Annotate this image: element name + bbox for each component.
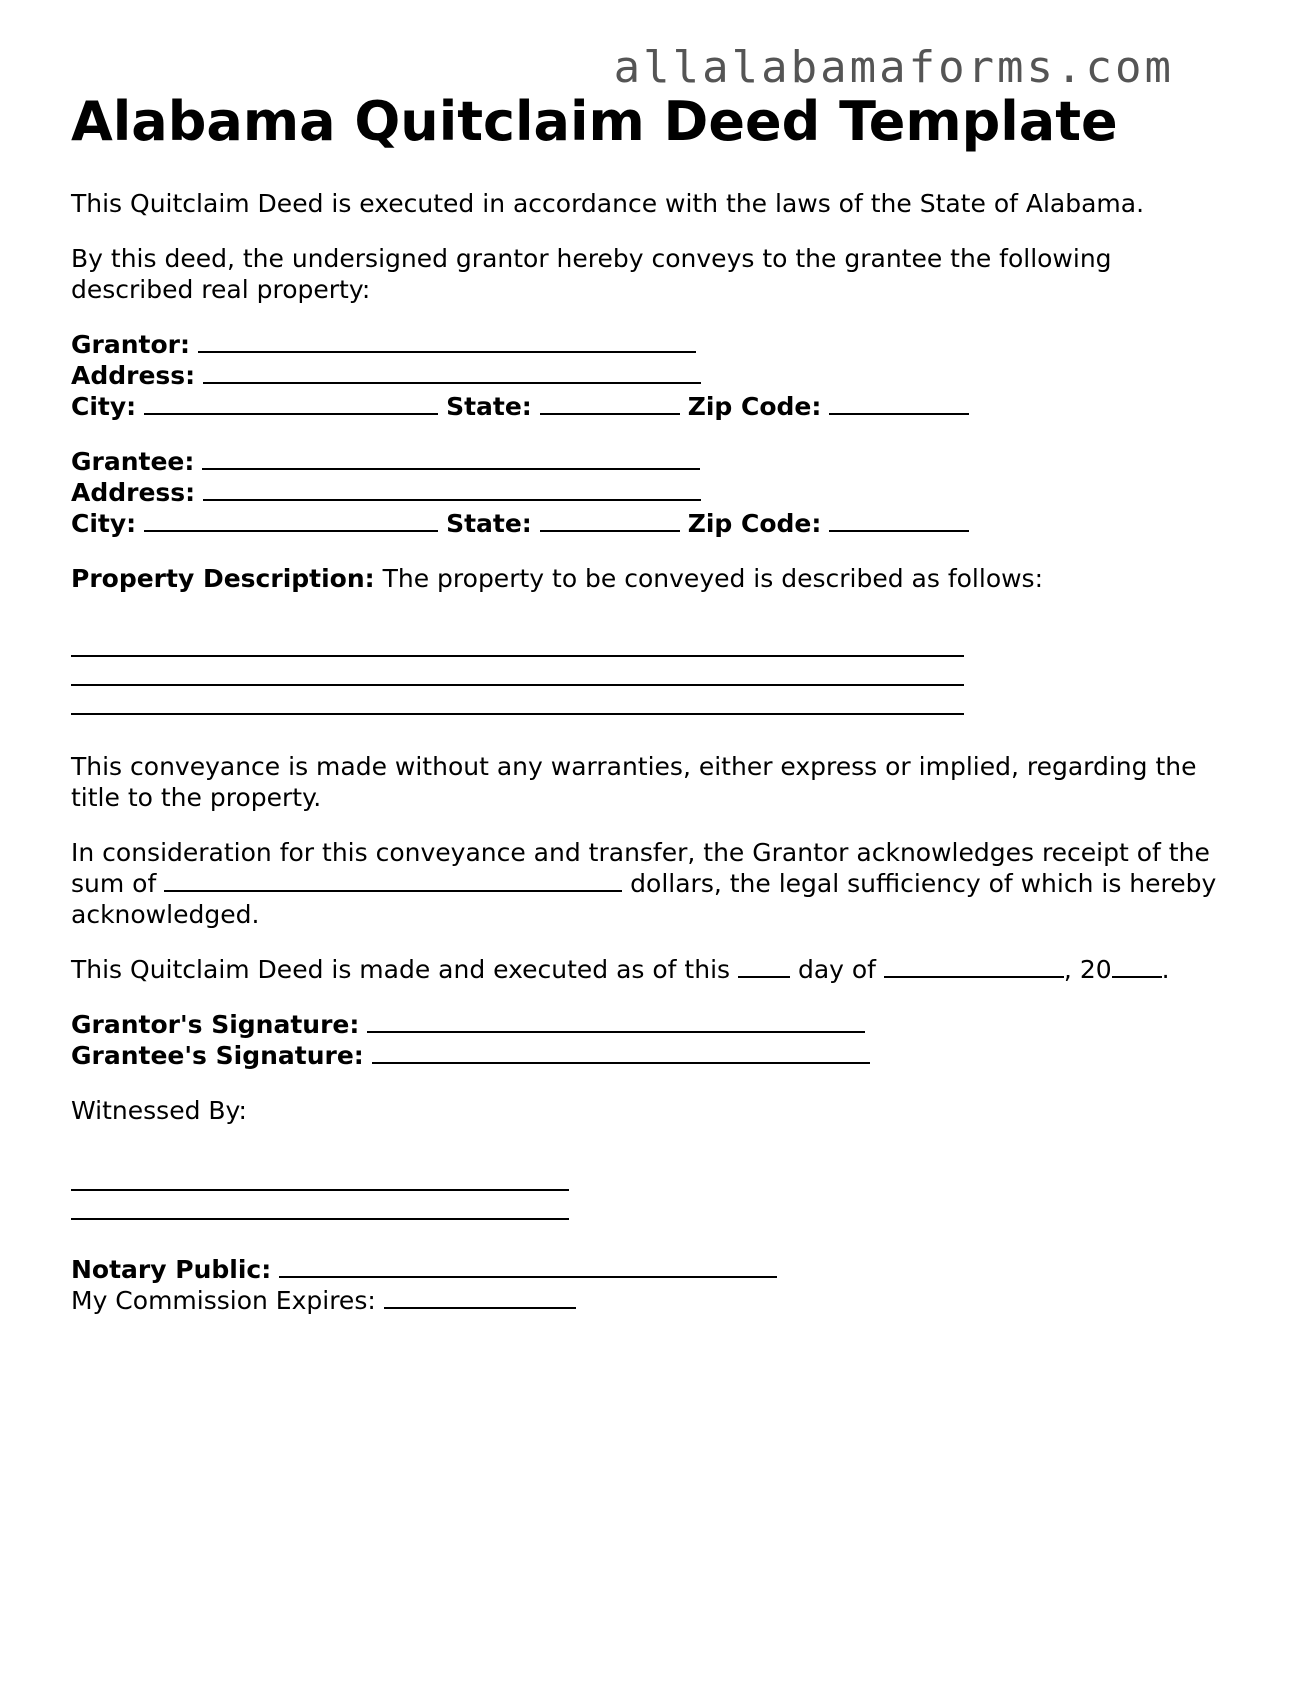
execution-month-field[interactable] (884, 954, 1064, 978)
grantee-city-label: City: (71, 509, 137, 538)
grantor-state-field[interactable] (540, 391, 680, 415)
grantor-name-label: Grantor: (71, 330, 190, 359)
grantee-signature-label: Grantee's Signature: (71, 1041, 364, 1070)
execution-year-field[interactable] (1112, 954, 1162, 978)
execution-end: . (1161, 955, 1170, 984)
grantor-signature-label: Grantor's Signature: (71, 1010, 360, 1039)
grantor-section (71, 329, 1231, 422)
grantor-city-label: City: (71, 392, 137, 421)
commission-expires-field[interactable] (384, 1285, 576, 1309)
notary-public-label: Notary Public: (71, 1255, 272, 1284)
grantee-zip-field[interactable] (829, 508, 969, 532)
grantor-state-label: State: (446, 392, 532, 421)
page-title: Alabama Quitclaim Deed Template (71, 90, 1118, 153)
commission-expires-label: My Commission Expires: (71, 1286, 376, 1315)
execution-century: , 20 (1063, 955, 1112, 984)
grantee-zip-label: Zip Code: (687, 509, 822, 538)
notary-public-field[interactable] (279, 1254, 777, 1278)
grantor-name-field[interactable] (198, 329, 696, 353)
grantor-zip-label: Zip Code: (687, 392, 822, 421)
grantor-address-label: Address: (71, 361, 196, 390)
intro-paragraph: This Quitclaim Deed is executed in accordance with the laws of the State of Alabama. (71, 189, 1145, 218)
grantor-city-field[interactable] (144, 391, 438, 415)
grantor-zip-field[interactable] (829, 391, 969, 415)
consideration-text-after: dollars, the legal sufficiency of which is hereby acknowledged. (71, 869, 1217, 929)
property-description-line[interactable] (71, 628, 964, 657)
consideration-amount-field[interactable] (164, 868, 622, 892)
deed-document (71, 90, 1231, 1316)
watermark: allalabamaforms.com (613, 42, 1174, 93)
execution-day-field[interactable] (738, 954, 790, 978)
grantee-state-label: State: (446, 509, 532, 538)
signatures-section (71, 1009, 1231, 1071)
grantee-signature-field[interactable] (372, 1040, 870, 1064)
property-description-line[interactable] (71, 657, 964, 686)
property-description-line[interactable] (71, 686, 964, 715)
grantee-address-field[interactable] (203, 477, 701, 501)
witness-label: Witnessed By: (71, 1096, 247, 1125)
property-description (71, 563, 1231, 594)
witness-signature-line[interactable] (71, 1162, 569, 1191)
execution-date-paragraph (71, 954, 1231, 985)
property-description-lines (71, 628, 1231, 715)
witness-lines (71, 1162, 1231, 1220)
grantor-signature-field[interactable] (367, 1009, 865, 1033)
execution-day-of: day of (790, 955, 884, 984)
grantee-name-field[interactable] (202, 446, 700, 470)
consideration-paragraph (71, 837, 1231, 930)
notary-section (71, 1254, 1231, 1316)
execution-text-before: This Quitclaim Deed is made and executed as of this (71, 955, 738, 984)
witness-signature-line[interactable] (71, 1191, 569, 1220)
warranty-paragraph: This conveyance is made without any warranties, either express or implied, regarding the title to the property. (71, 752, 1197, 812)
grantee-name-label: Grantee: (71, 447, 195, 476)
grantee-section (71, 446, 1231, 539)
property-description-text: The property to be conveyed is described as follows: (374, 564, 1044, 593)
grantee-address-label: Address: (71, 478, 196, 507)
conveyance-paragraph: By this deed, the undersigned grantor hereby conveys to the grantee the following described real property: (71, 244, 1112, 304)
consideration-text-before: In consideration for this conveyance and transfer, the Grantor acknowledges receipt of the sum of (71, 838, 1210, 898)
grantee-state-field[interactable] (540, 508, 680, 532)
grantee-city-field[interactable] (144, 508, 438, 532)
grantor-address-field[interactable] (203, 360, 701, 384)
property-description-label: Property Description: (71, 564, 375, 593)
